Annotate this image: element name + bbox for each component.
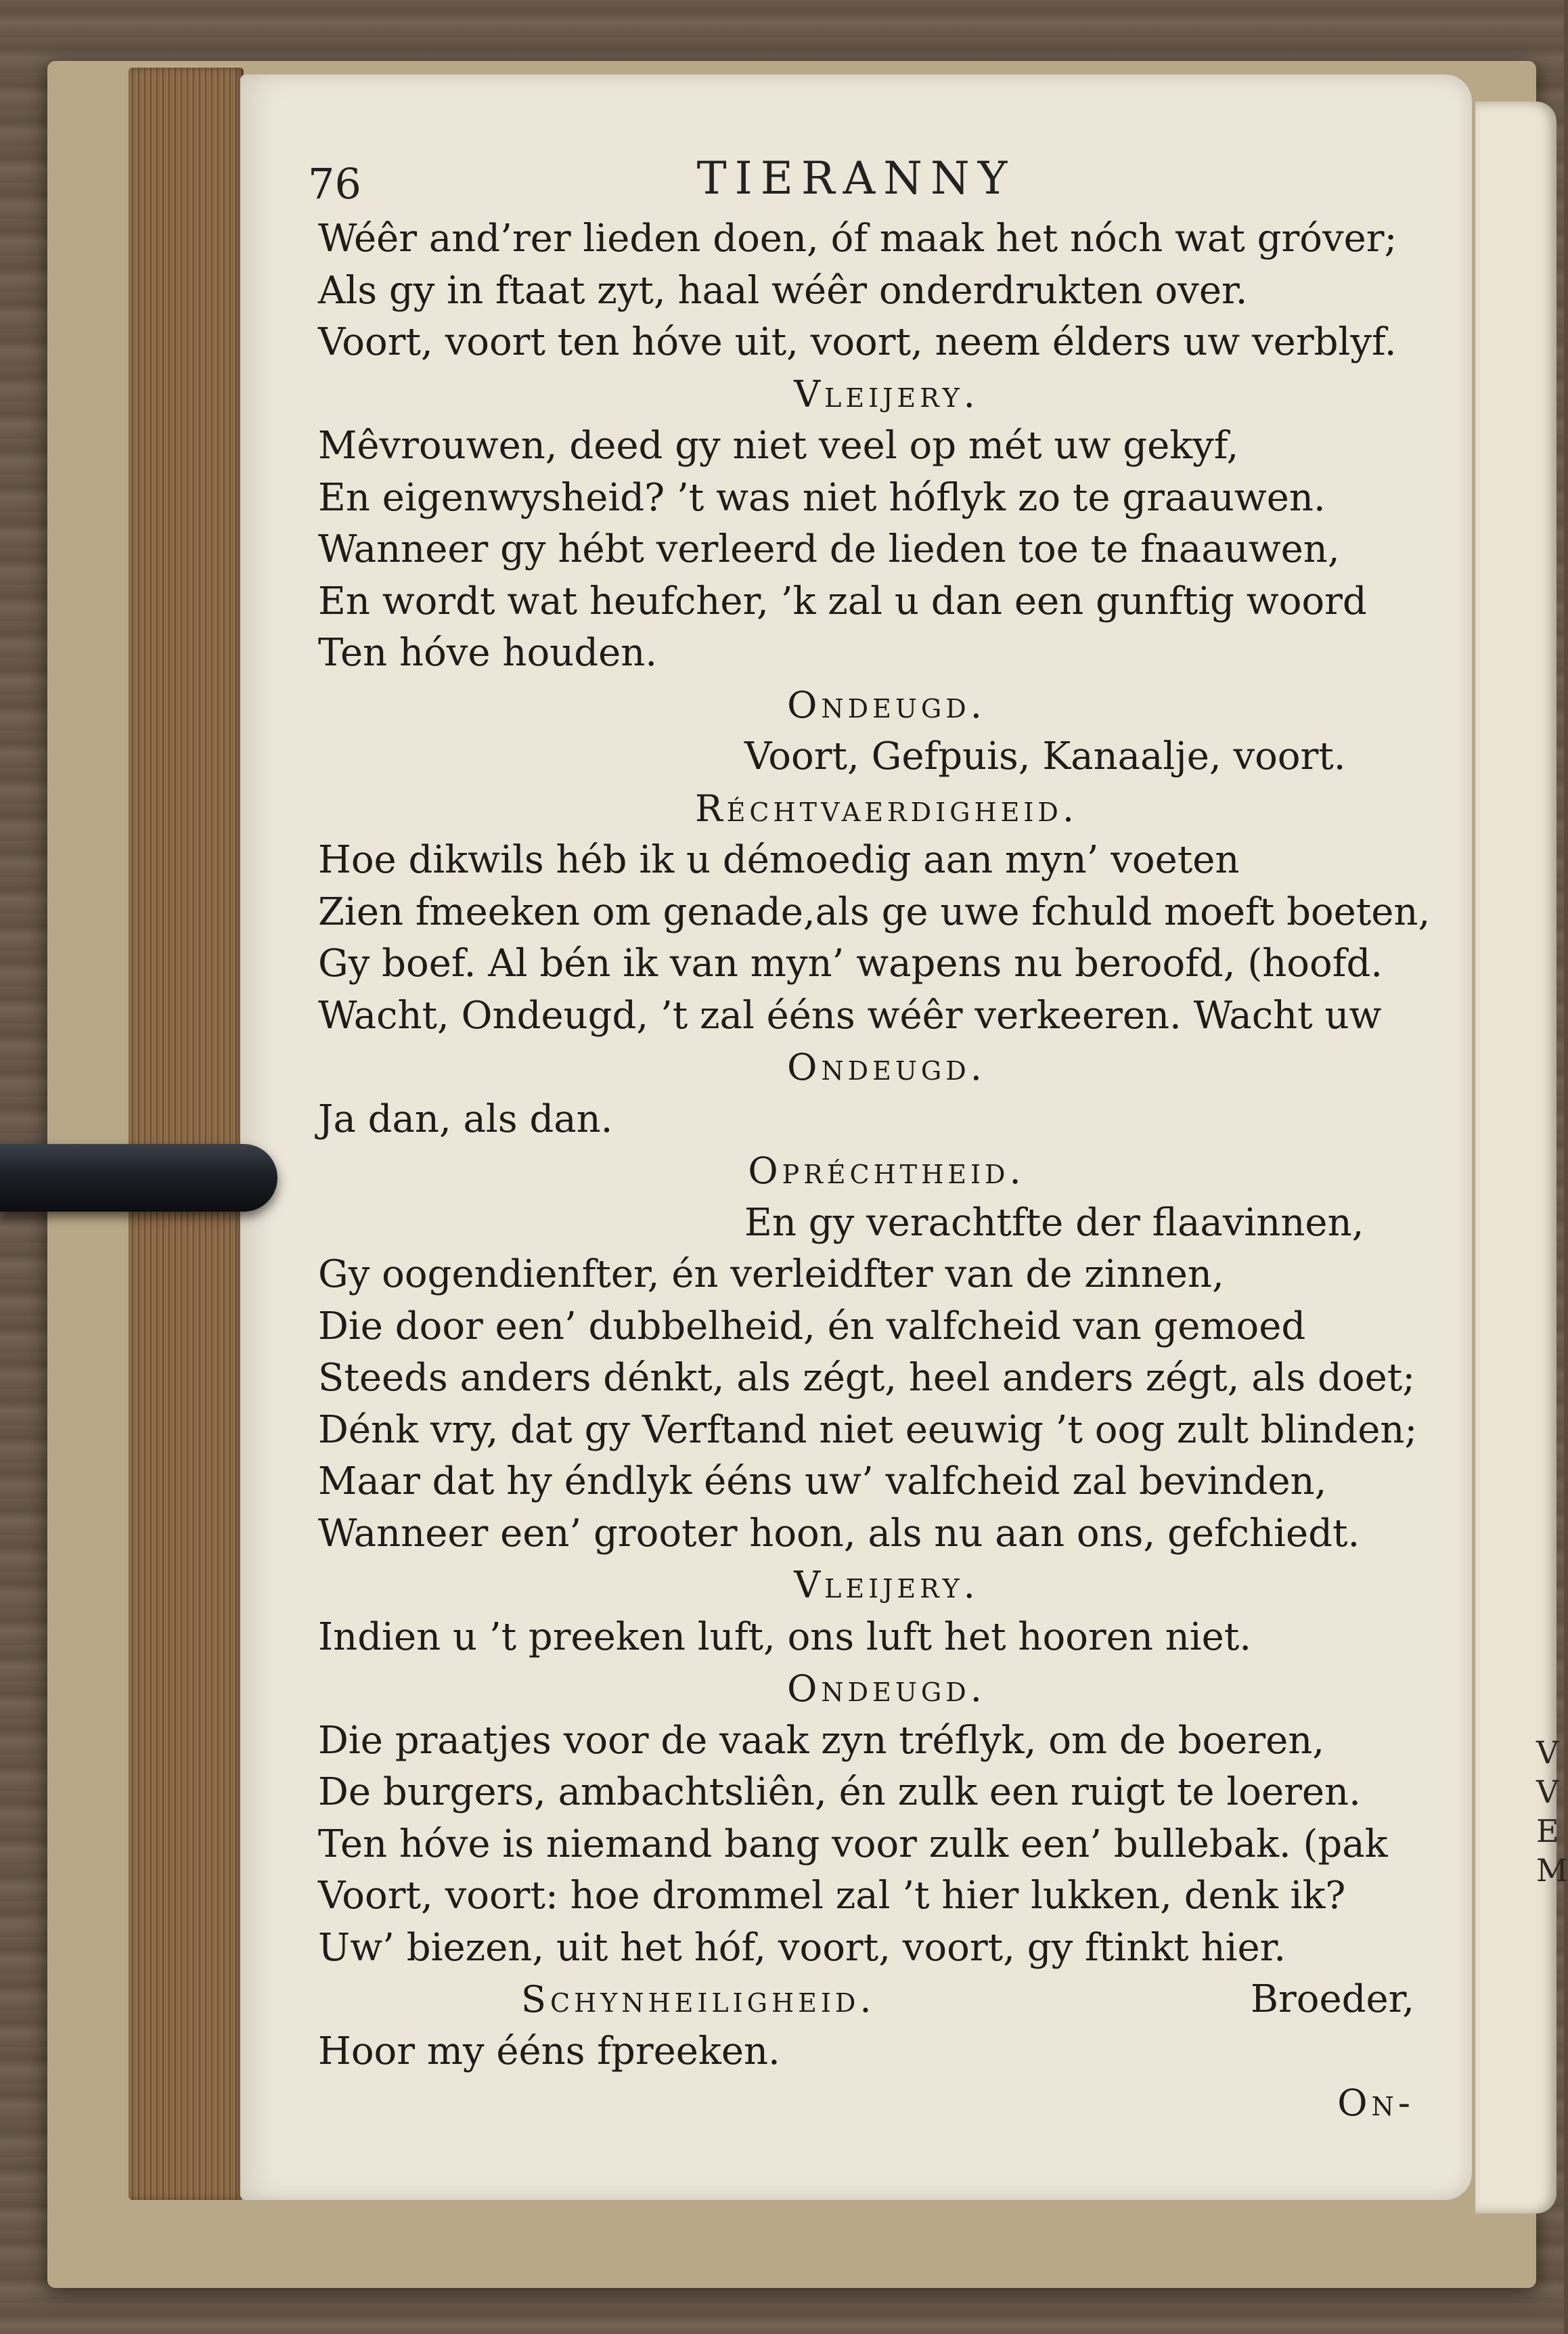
verse-line-text: Indien u ’t preeken luft, ons luft het hooren niet. xyxy=(318,1614,1252,1659)
verse-line xyxy=(318,1922,1455,1975)
verse-line-text: En eigenwysheid? ’t was niet hóflyk zo te graauwen. xyxy=(318,475,1326,520)
speaker-heading xyxy=(318,1145,1455,1197)
verse-line xyxy=(318,1249,1455,1301)
verse-line-text: Voort, voort: hoe drommel zal ’t hier lukken, denk ik? xyxy=(318,1874,1346,1918)
verse-line xyxy=(318,1094,1455,1146)
verse-line-text: Voort, Gefpuis, Kanaalje, voort. xyxy=(744,734,1346,778)
speaker-heading xyxy=(318,1663,1455,1715)
speaker-name: Schynheiligheid. xyxy=(521,1978,876,2021)
speaker-name: Ondeugd. xyxy=(787,1667,986,1710)
verse-line xyxy=(318,1612,1455,1664)
verse-line-text: Zien fmeeken om genade,als ge uwe fchuld moeft boeten, xyxy=(318,889,1431,934)
catchword xyxy=(318,2077,1455,2130)
verse-line xyxy=(318,835,1455,887)
verse-line xyxy=(318,1819,1455,1871)
speaker-heading xyxy=(318,369,1455,421)
speaker-name: Opréchtheid. xyxy=(748,1149,1025,1192)
verse-line xyxy=(318,1405,1455,1457)
right-page-fragment: V V E M xyxy=(1536,1734,1568,1889)
verse-line-text: Gy boef. Al bén ik van myn’ wapens nu beroofd, (hoofd. xyxy=(318,942,1383,986)
verse-line-text: En gy verachtfte der flaavinnen, xyxy=(744,1200,1364,1245)
verse-line xyxy=(318,1456,1455,1508)
verse-line-text: Dénk vry, dat gy Verftand niet eeuwig ’t oog zult blinden; xyxy=(318,1407,1418,1452)
verse-line xyxy=(318,731,1455,783)
speaker-heading xyxy=(318,680,1455,732)
right-page xyxy=(1475,102,1556,2214)
verse-line xyxy=(318,576,1455,628)
verse-line xyxy=(318,887,1455,939)
verse-line xyxy=(318,213,1455,265)
verse-line xyxy=(318,1197,1455,1250)
verse-line-text: Hoor my ééns fpreeken. xyxy=(318,2029,780,2073)
verse-line-text: Die praatjes voor de vaak zyn tréflyk, om de boeren, xyxy=(318,1718,1325,1763)
verse-line xyxy=(318,990,1455,1042)
verse-line-text: Wéêr and’rer lieden doen, óf maak het nóch wat gróver; xyxy=(318,217,1397,261)
verse-line-text: Maar dat hy éndlyk ééns uw’ valfcheid zal bevinden, xyxy=(318,1459,1327,1503)
verse-line xyxy=(318,265,1455,317)
verse-text xyxy=(318,213,1455,2130)
verse-line xyxy=(318,938,1455,990)
verse-line-text: Mêvrouwen, deed gy niet veel op mét uw gekyf, xyxy=(318,424,1239,468)
verse-line xyxy=(318,1352,1455,1405)
speaker-name: Réchtvaerdigheid. xyxy=(695,787,1078,830)
verse-line-text: Gy oogendienfter, én verleidfter van de zinnen, xyxy=(318,1252,1224,1296)
verse-line xyxy=(318,1767,1455,1819)
verse-line-text: Broeder, xyxy=(1250,1977,1414,2021)
speaker-name: Vleijery. xyxy=(794,1564,979,1606)
verse-line xyxy=(318,1508,1455,1560)
verse-line xyxy=(318,317,1455,369)
verse-line-text: Uw’ biezen, uit het hóf, voort, voort, gy ftinkt hier. xyxy=(318,1925,1286,1970)
verse-line-text: Hoe dikwils héb ik u démoedig aan myn’ voeten xyxy=(318,838,1240,882)
speaker-heading xyxy=(318,783,1455,835)
verse-line-text: Ten hóve houden. xyxy=(318,631,658,675)
verse-line-text: Als gy in ftaat zyt, haal wéêr onderdrukten over. xyxy=(318,268,1248,313)
verse-line xyxy=(318,1870,1455,1922)
verse-line xyxy=(318,420,1455,472)
speaker-name: Ondeugd. xyxy=(787,683,986,726)
verse-line xyxy=(318,627,1455,680)
verse-line-text: Voort, voort ten hóve uit, voort, neem élders uw verblyf. xyxy=(318,320,1397,364)
verse-line xyxy=(318,472,1455,525)
verse-line-text: Die door een’ dubbelheid, én valfcheid van gemoed xyxy=(318,1304,1306,1348)
verse-line-text: Wanneer een’ grooter hoon, als nu aan ons, gefchiedt. xyxy=(318,1511,1360,1556)
running-head: TIERANNY xyxy=(696,152,1016,204)
speaker-heading xyxy=(318,1042,1455,1094)
pen xyxy=(0,1144,277,1212)
page-header xyxy=(240,152,1472,213)
verse-line-text: De burgers, ambachtsliên, én zulk een ruigt te loeren. xyxy=(318,1770,1361,1814)
page-edges xyxy=(129,68,244,2200)
book-page xyxy=(240,74,1472,2200)
verse-line xyxy=(318,1301,1455,1353)
speaker-name: Ondeugd. xyxy=(787,1046,986,1088)
speaker-name: Vleijery. xyxy=(794,372,979,416)
verse-line xyxy=(318,1715,1455,1767)
verse-line-text: En wordt wat heufcher, ’k zal u dan een gunftig woord xyxy=(318,579,1367,623)
verse-line xyxy=(318,524,1455,576)
page-number: 76 xyxy=(308,159,361,208)
verse-line-text: Steeds anders dénkt, als zégt, heel anders zégt, als doet; xyxy=(318,1356,1416,1400)
verse-line-text: Ten hóve is niemand bang voor zulk een’ bullebak. (pak xyxy=(318,1822,1388,1866)
verse-line-text: Wacht, Ondeugd, ’t zal ééns wéêr verkeeren. Wacht uw xyxy=(318,993,1382,1038)
verse-line-text: Wanneer gy hébt verleerd de lieden toe te fnaauwen, xyxy=(318,527,1340,571)
verse-line-text: Ja dan, als dan. xyxy=(318,1097,613,1141)
verse-line xyxy=(318,2026,1455,2078)
catchword-text: On- xyxy=(1337,2082,1414,2124)
speaker-line xyxy=(318,1974,1455,2026)
speaker-heading xyxy=(318,1560,1455,1612)
